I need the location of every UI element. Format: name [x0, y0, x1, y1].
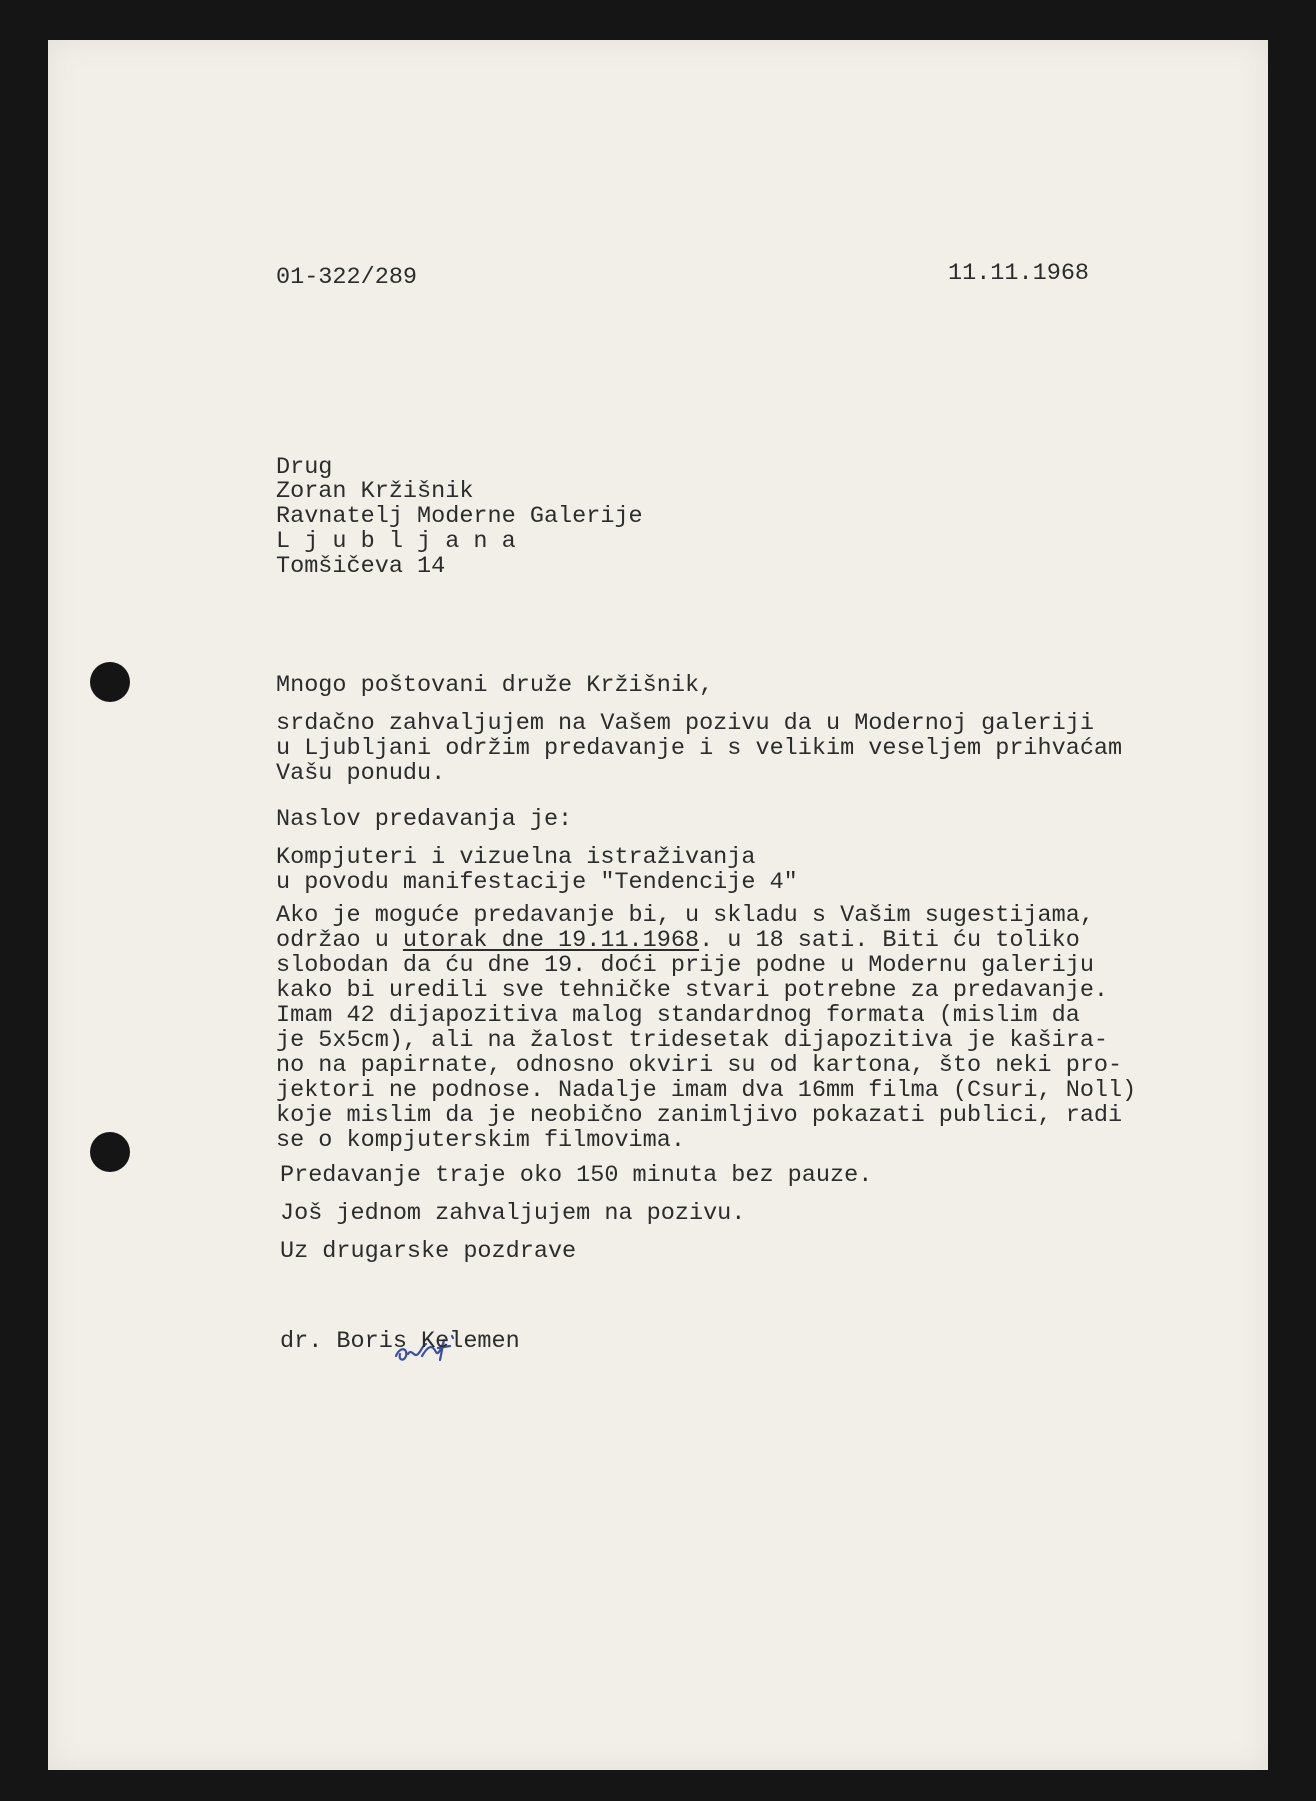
recipient-street: Tomšičeva 14	[276, 553, 446, 580]
punch-hole-top	[90, 662, 130, 702]
punch-hole-bottom	[90, 1132, 130, 1172]
recipient-city: L j u b l j a n a	[276, 528, 516, 555]
paragraph-line: koje mislim da je neobično zanimljivo pokazati publici, radi	[276, 1102, 1123, 1129]
lecture-intro: Naslov predavanja je:	[276, 806, 573, 833]
closing-line: Uz drugarske pozdrave	[280, 1238, 577, 1265]
text-segment: održao u	[276, 927, 403, 954]
letter-date: 11.11.1968	[948, 260, 1090, 287]
recipient-name: Zoran Kržišnik	[276, 478, 474, 505]
recipient-position: Ravnatelj Moderne Galerije	[276, 503, 643, 530]
recipient-title: Drug	[276, 454, 333, 481]
recipient-block	[276, 454, 643, 621]
text-segment: . u 18 sati. Biti ću toliko	[699, 927, 1080, 954]
paragraph-line: jektori ne podnose. Nadalje imam dva 16mm filma (Csuri, Noll)	[276, 1077, 1137, 1104]
paragraph-line: je 5x5cm), ali na žalost tridesetak dijapozitiva je kašira-	[276, 1027, 1109, 1054]
paragraph-line: Vašu ponudu.	[276, 760, 446, 787]
paragraph-line: u Ljubljani održim predavanje i s velikim veseljem prihvaćam	[276, 735, 1123, 762]
thanks-line: Još jednom zahvaljujem na pozivu.	[280, 1200, 746, 1227]
signature-name: dr. Boris Kelemen	[280, 1328, 520, 1355]
greeting: Mnogo poštovani druže Kržišnik,	[276, 672, 714, 699]
paragraph-line: kako bi uredili sve tehničke stvari potrebne za predavanje.	[276, 977, 1109, 1004]
letter-page	[48, 40, 1268, 1770]
paragraph-line: srdačno zahvaljujem na Vašem pozivu da u Modernoj galeriji	[276, 710, 1094, 737]
lecture-title-line: Kompjuteri i vizuelna istraživanja	[276, 844, 756, 871]
paragraph-line-date	[276, 929, 1080, 953]
paragraph-line: Imam 42 dijapozitiva malog standardnog formata (mislim da	[276, 1002, 1080, 1029]
paragraph-line: Ako je moguće predavanje bi, u skladu s Vašim sugestijama,	[276, 902, 1094, 929]
underlined-date: utorak dne 19.11.1968	[402, 927, 700, 954]
paragraph-line: se o kompjuterskim filmovima.	[276, 1127, 685, 1154]
lecture-title-line: u povodu manifestacije "Tendencije 4"	[276, 869, 798, 896]
reference-number: 01-322/289	[276, 264, 418, 291]
paragraph-line: slobodan da ću dne 19. doći prije podne u Modernu galeriju	[276, 952, 1094, 979]
paragraph-line: no na papirnate, odnosno okviri su od kartona, što neki pro-	[276, 1052, 1123, 1079]
duration-line: Predavanje traje oko 150 minuta bez pauze.	[280, 1162, 873, 1189]
